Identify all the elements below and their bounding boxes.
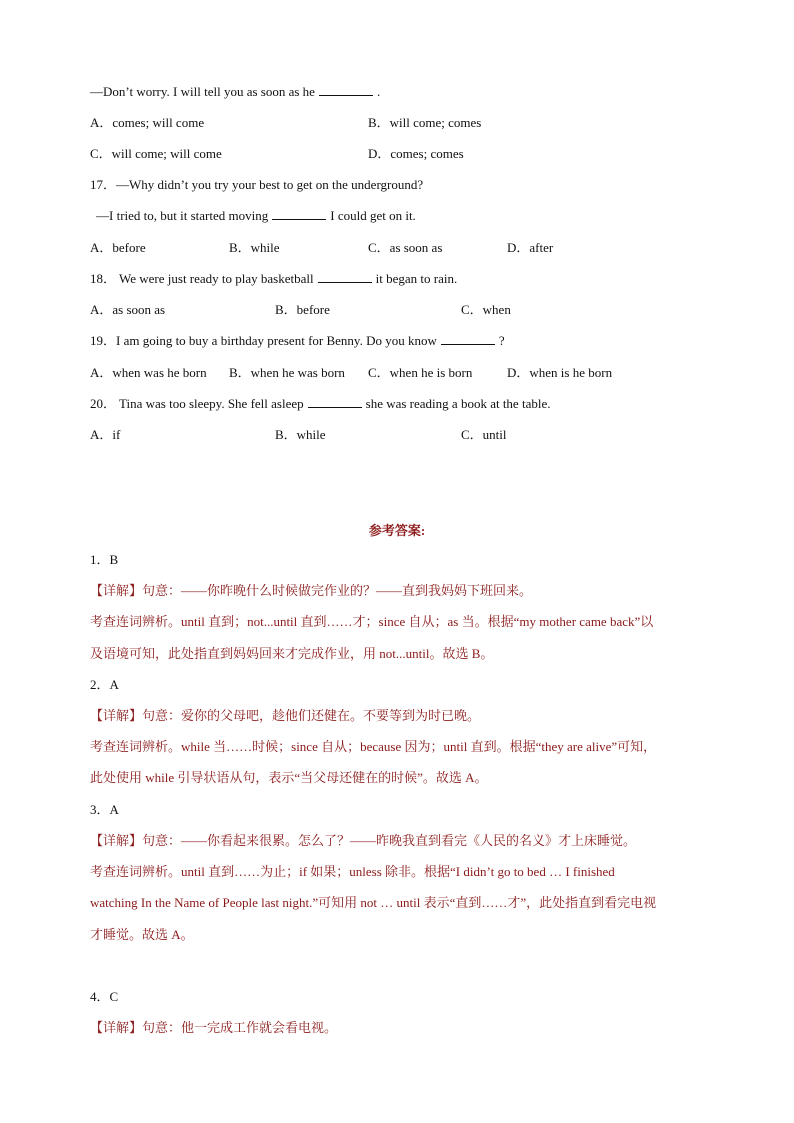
answer-3-meaning: 句意：——你看起来很累。怎么了？——昨晚我直到看完《人民的名义》才上床睡觉。 — [142, 833, 637, 848]
q17-stem-2 — [96, 208, 416, 224]
answer-3-number: 3．A — [90, 802, 119, 817]
answer-blank — [308, 397, 362, 408]
answer-3-analysis-2: watching In the Name of People last night.”可知用 not … until 表示“直到……才”，此处指直到看完电视 — [90, 895, 657, 910]
answer-blank — [272, 209, 326, 220]
detail-tag: 【详解】 — [90, 583, 143, 598]
q20-option-c: C．until — [461, 427, 507, 442]
q19-option-c: C．when he is born — [368, 365, 473, 380]
q18-stem-text: 18． We were just ready to play basketball — [90, 271, 314, 286]
q16-stem — [90, 84, 380, 100]
answer-1-analysis-1: 考查连词辨析。until 直到；not...until 直到……才；since 自从；as 当。根据“my mother came back”以 — [90, 614, 654, 629]
q16-option-c: C．will come; will come — [90, 146, 222, 161]
answer-blank — [318, 272, 372, 283]
q18-stem-end: it began to rain. — [375, 271, 458, 286]
q20-stem-text: 20． Tina was too sleepy. She fell asleep — [90, 396, 304, 411]
q20-stem-end: she was reading a book at the table. — [365, 396, 551, 411]
answer-2-meaning: 句意：爱你的父母吧，趁他们还健在。不要等到为时已晚。 — [142, 708, 481, 723]
answer-blank — [441, 334, 495, 345]
answer-2-analysis-1: 考查连词辨析。while 当……时候；since 自从；because 因为；until 直到。根据“they are alive”可知， — [90, 739, 657, 754]
q20-option-b: B．while — [275, 427, 326, 442]
q16-stem-text: —Don’t worry. I will tell you as soon as he — [90, 84, 315, 99]
detail-tag: 【详解】 — [90, 833, 143, 848]
answer-2-detail — [90, 708, 480, 724]
answer-1-analysis-2: 及语境可知，此处指直到妈妈回来才完成作业，用 not...until。故选 B。 — [90, 646, 494, 661]
q19-option-d: D．when is he born — [507, 365, 613, 380]
answer-blank — [319, 85, 373, 96]
answer-4-detail — [90, 1020, 337, 1036]
q16-option-d: D．comes; comes — [368, 146, 464, 161]
q17-stem: 17．—Why didn’t you try your best to get on the underground? — [90, 177, 424, 192]
q17-option-c: C．as soon as — [368, 240, 443, 255]
answer-3-detail — [90, 833, 636, 849]
q17-option-a: A．before — [90, 240, 146, 255]
q17-option-d: D．after — [507, 240, 554, 255]
q18-option-c: C．when — [461, 302, 511, 317]
answer-1-meaning: 句意：——你昨晚什么时候做完作业的？——直到我妈妈下班回来。 — [142, 583, 533, 598]
q16-stem-end: . — [376, 84, 381, 99]
answer-2-analysis-2: 此处使用 while 引导状语从句，表示“当父母还健在的时候”。故选 A。 — [90, 770, 488, 785]
q18-stem — [90, 271, 457, 287]
q17-option-b: B．while — [229, 240, 280, 255]
q16-option-a: A．comes; will come — [90, 115, 205, 130]
answer-3-analysis-3: 才睡觉。故选 A。 — [90, 927, 194, 942]
q20-option-a: A．if — [90, 427, 121, 442]
q19-stem — [90, 333, 505, 349]
detail-tag: 【详解】 — [90, 1020, 143, 1035]
q18-option-b: B．before — [275, 302, 330, 317]
q17-stem2-text: —I tried to, but it started moving — [96, 208, 269, 223]
answer-key-title: 参考答案: — [368, 523, 426, 538]
q19-stem-end: ? — [498, 333, 505, 348]
answer-3-analysis-1: 考查连词辨析。until 直到……为止；if 如果；unless 除非。根据“I didn’t go to bed … I finished — [90, 864, 615, 879]
answer-4-number: 4．C — [90, 989, 119, 1004]
q18-option-a: A．as soon as — [90, 302, 166, 317]
answer-1-number: 1．B — [90, 552, 119, 567]
q16-option-b: B．will come; comes — [368, 115, 482, 130]
q19-stem-text: 19．I am going to buy a birthday present for Benny. Do you know — [90, 333, 437, 348]
answer-1-detail — [90, 583, 532, 599]
answer-4-meaning: 句意：他一完成工作就会看电视。 — [142, 1020, 338, 1035]
q19-option-b: B．when he was born — [229, 365, 345, 380]
q20-stem — [90, 396, 550, 412]
answer-2-number: 2．A — [90, 677, 119, 692]
q17-stem2-end: I could get on it. — [330, 208, 416, 223]
detail-tag: 【详解】 — [90, 708, 143, 723]
q19-option-a: A．when was he born — [90, 365, 207, 380]
